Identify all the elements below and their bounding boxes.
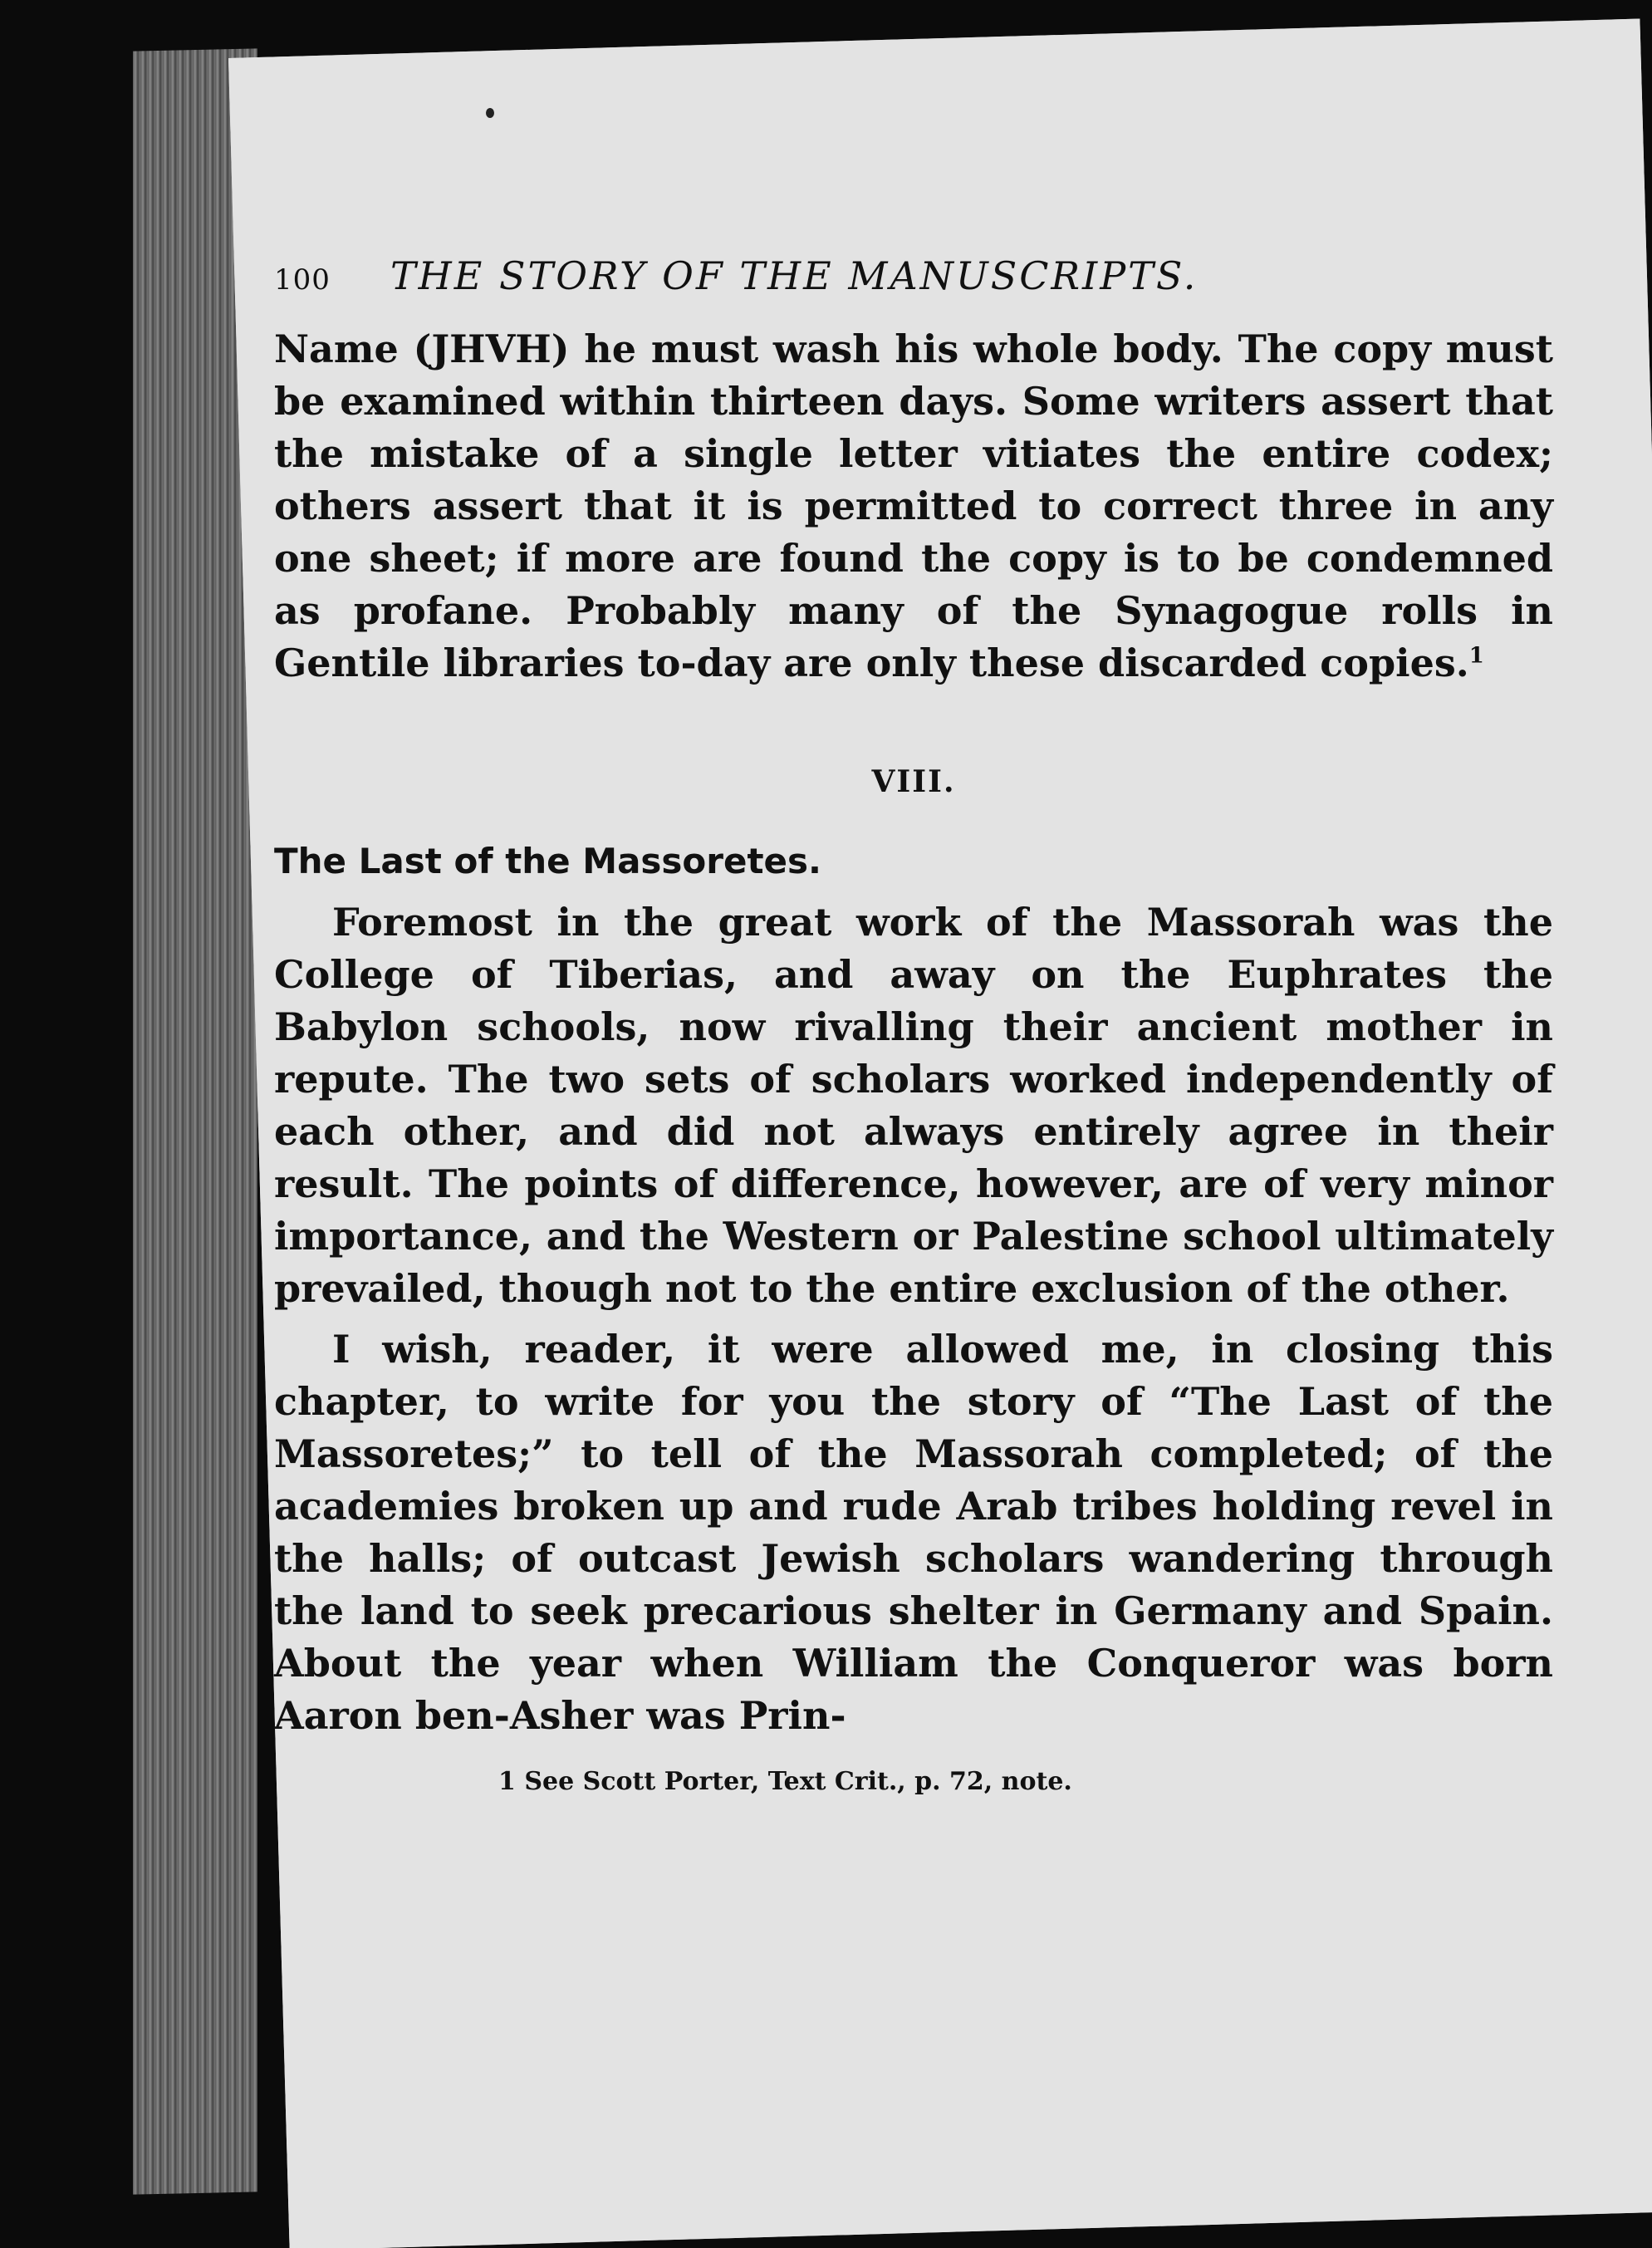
- page-text: [274, 253, 1553, 1796]
- section-title: The Last of the Massoretes.: [274, 841, 821, 881]
- section-number: VIII.: [871, 764, 956, 799]
- page-number: 100: [274, 263, 331, 297]
- ink-dot: [486, 108, 494, 118]
- footnote: [274, 1767, 1553, 1796]
- paragraph-3: I wish, reader, it were allowed me, in closing this chapter, to write for you the story of “The Last of the Massoretes;” to tell of the Massorah completed; of the academies broken up and rude Arab tribes holding revel in the halls; of outcast Jewish scholars wandering through the land to seek precarious shelter in Germany and Spain. About the year when William the Conqueror was born Aaron ben-Asher was Prin-: [274, 1327, 1553, 1738]
- paragraph-1: [274, 323, 1553, 690]
- paragraph-2: Foremost in the great work of the Massorah was the College of Tiberias, and away on the Euphrates the Babylon schools, now rivalling their ancient mother in repute. The two sets of scholars worked independently of each other, and did not always entirely agree in their result. The points of difference, however, are of very minor importance, and the Western or Palestine school ultimately prevailed, though not to the entire exclusion of the other.: [274, 900, 1553, 1311]
- footnote-text: See Scott Porter, Text Crit., p. 72, note.: [524, 1767, 1072, 1796]
- footnote-reference: 1: [1468, 643, 1484, 669]
- paragraph-1-text: Name (JHVH) he must wash his whole body. The copy must be examined within thirteen days. Some writers assert that the mistake of a single letter vitiates the entire codex; others assert that it is permitted to correct three in any one sheet; if more are found the copy is to be condemned as profane. Probably many of the Synagogue rolls in Gentile libraries to-day are only these discarded copies.: [274, 326, 1553, 685]
- running-title: THE STORY OF THE MANUSCRIPTS.: [390, 253, 1199, 298]
- footnote-mark: 1: [498, 1767, 516, 1796]
- page-header: [274, 253, 1553, 298]
